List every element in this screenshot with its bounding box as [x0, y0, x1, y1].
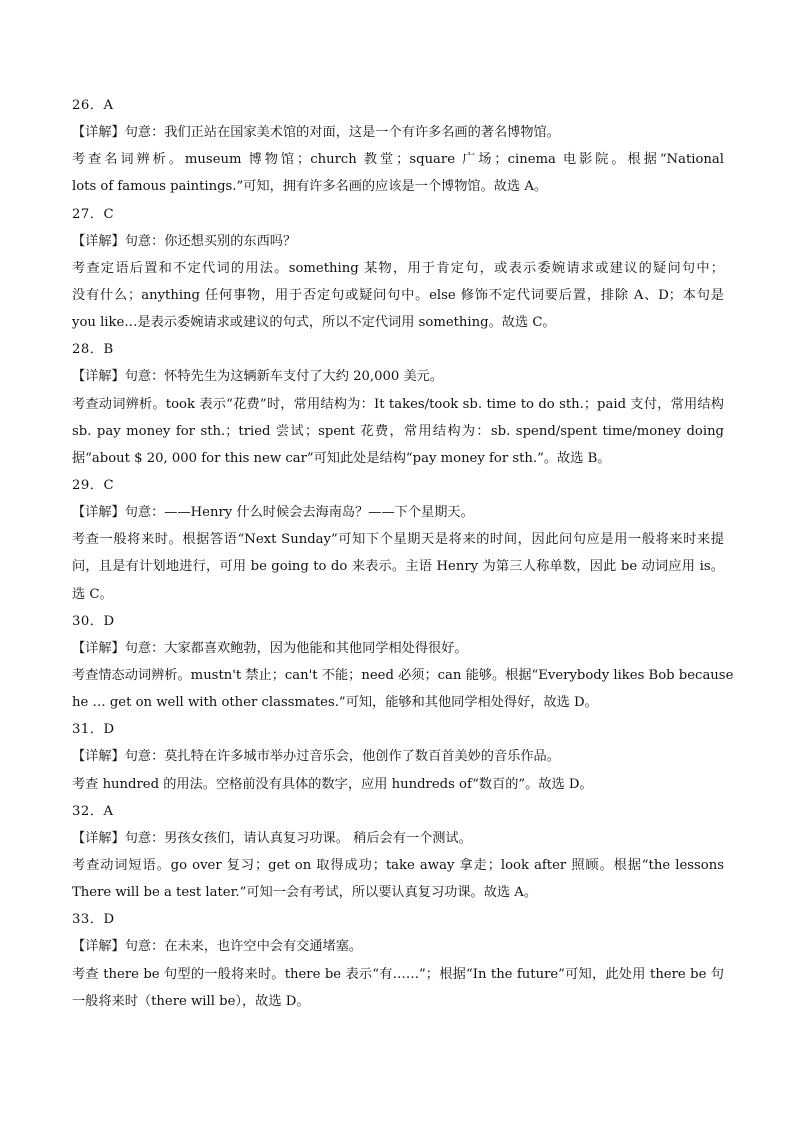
question-analysis-line: 考查动词辨析。took 表示“花费”时，常用结构为：It takes/took sb. time to do sth.；paid 支付，常用结构 [72, 396, 724, 412]
question-analysis-line: lots of famous paintings.”可知，拥有许多名画的应该是一个博物馆。故选 A。 [72, 179, 548, 195]
question-detail: 【详解】句意：莫扎特在许多城市举办过音乐会，他创作了数百首美妙的音乐作品。 [72, 749, 560, 765]
question-analysis-line: 考查一般将来时。根据答语“Next Sunday”可知下个星期天是将来的时间，因此问句应是用一般将来时来提 [72, 532, 724, 548]
question-detail: 【详解】句意：我们正站在国家美术馆的对面，这是一个有许多名画的著名博物馆。 [72, 125, 560, 141]
question-number: 30．D [72, 613, 115, 629]
question-detail: 【详解】句意：——Henry 什么时候会去海南岛？——下个星期天。 [72, 505, 474, 521]
question-analysis-line: 考查情态动词辨析。mustn't 禁止；can't 不能；need 必须；can 能够。根据“Everybody likes Bob because [72, 667, 734, 683]
question-detail: 【详解】句意：在未来，也许空中会有交通堵塞。 [72, 939, 363, 955]
question-detail: 【详解】句意：怀特先生为这辆新车支付了大约 20,000 美元。 [72, 369, 444, 385]
question-analysis-line: 考查定语后置和不定代词的用法。something 某物，用于肯定句，或表示委婉请求或建议的疑问句中； [72, 260, 724, 276]
question-number: 28．B [72, 342, 114, 358]
question-detail: 【详解】句意：你还想买别的东西吗？ [72, 233, 297, 249]
question-analysis-line: There will be a test later.”可知一会有考试，所以要认真复习功课。故选 A。 [72, 885, 538, 901]
question-analysis-line: 考查动词短语。go over 复习；get on 取得成功；take away 拿走；look after 照顾。根据“the lessons [72, 857, 724, 873]
question-number: 31．D [72, 722, 115, 738]
question-analysis-line: 据“about $ 20, 000 for this new car”可知此处是结构“pay money for sth.”。故选 B。 [72, 450, 611, 466]
question-number: 27．C [72, 206, 115, 222]
question-detail: 【详解】句意：大家都喜欢鲍勃，因为他能和其他同学相处得很好。 [72, 640, 468, 656]
answer-explanations [72, 92, 734, 1015]
question-analysis-line: 考查 hundred 的用法。空格前没有具体的数字，应用 hundreds of“数百的”。故选 D。 [72, 776, 593, 792]
question-analysis-line: sb. pay money for sth.；tried 尝试；spent 花费，常用结构为：sb. spend/spent time/money doing [72, 423, 724, 439]
question-analysis-line: 问，且是有计划地进行，可用 be going to do 来表示。主语 Henry 为第三人称单数，因此 be 动词应用 is。 [72, 559, 724, 575]
question-analysis-line: 考查名词辨析。museum 博物馆；church 教堂；square 广场；cinema 电影院。根据“National [72, 152, 724, 168]
question-number: 32．A [72, 803, 114, 819]
question-analysis-line: 没有什么；anything 任何事物，用于否定句或疑问句中。else 修饰不定代词要后置，排除 A、D；本句是 [72, 287, 724, 303]
question-detail: 【详解】句意：男孩女孩们，请认真复习功课。 稍后会有一个测试。 [72, 830, 472, 846]
question-analysis-line: 考查 there be 句型的一般将来时。there be 表示“有……”；根据“In the future”可知，此处用 there be 句 [72, 966, 724, 982]
question-number: 26．A [72, 98, 114, 113]
question-analysis-line: he … get on well with other classmates.”可知，能够和其他同学相处得好，故选 D。 [72, 695, 598, 711]
question-number: 33．D [72, 912, 115, 928]
question-number: 29．C [72, 477, 115, 493]
question-analysis-line: 选 C。 [72, 586, 113, 602]
question-analysis-line: you like…是表示委婉请求或建议的句式，所以不定代词用 something。故选 C。 [72, 315, 556, 331]
question-analysis-line: 一般将来时（there will be），故选 D。 [72, 993, 310, 1009]
